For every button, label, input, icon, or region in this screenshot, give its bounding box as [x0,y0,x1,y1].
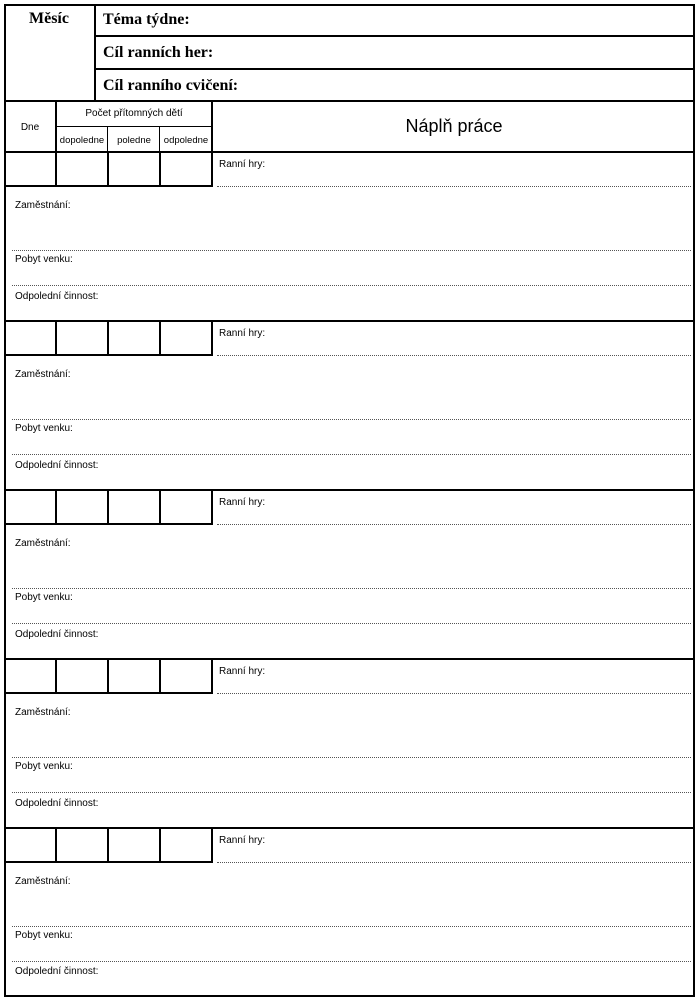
count-divider [55,489,57,525]
dotted-line [217,693,691,694]
activity-label: Zaměstnání: [15,200,71,211]
activity-label: Zaměstnání: [15,369,71,380]
count-bottom [4,861,213,863]
header-row-line [94,35,695,37]
afternoon-activity-label: Odpolední činnost: [15,798,99,809]
morning-label: dopoledne [59,135,105,146]
count-divider [211,658,213,694]
outdoor-label: Pobyt venku: [15,592,73,603]
count-divider [159,658,161,694]
dotted-line [12,792,691,793]
morning-games-label: Ranní hry: [219,159,266,170]
attendance-subline [56,126,212,127]
count-divider [107,320,109,356]
work-content-label: Náplň práce [405,116,503,136]
dotted-line [12,926,691,927]
count-divider [107,658,109,694]
dotted-line [12,588,691,589]
dotted-line [217,862,691,863]
count-divider [211,151,213,187]
count-divider [107,151,109,187]
dotted-line [12,454,691,455]
outdoor-label: Pobyt venku: [15,254,73,265]
count-divider [211,827,213,863]
header-row-line [94,68,695,70]
dotted-line [12,285,691,286]
dotted-line [217,524,691,525]
count-divider [107,489,109,525]
count-divider [211,320,213,356]
dotted-line [217,186,691,187]
noon-label: poledne [117,135,151,146]
dotted-line [12,250,691,251]
count-divider [159,151,161,187]
afternoon-activity-label: Odpolední činnost: [15,460,99,471]
count-divider [55,658,57,694]
morning-games-label: Ranní hry: [219,666,266,677]
afternoon-activity-label: Odpolední činnost: [15,629,99,640]
count-divider [107,827,109,863]
activity-label: Zaměstnání: [15,538,71,549]
dotted-line [12,419,691,420]
month-label: Měsíc [29,10,69,27]
count-divider [159,489,161,525]
morning-games-label: Ranní hry: [219,328,266,339]
activity-label: Zaměstnání: [15,707,71,718]
outdoor-label: Pobyt venku: [15,930,73,941]
count-divider [159,827,161,863]
count-divider [55,827,57,863]
attendance-label: Počet přítomných dětí [85,108,183,119]
count-divider [159,320,161,356]
dotted-line [217,355,691,356]
header-bottom-line [4,100,695,102]
dotted-line [12,757,691,758]
count-divider [55,320,57,356]
afternoon-label: odpoledne [163,135,209,146]
morning-exercise-goal-label: Cíl ranního cvičení: [103,77,239,94]
dotted-line [12,961,691,962]
header-divider [94,4,96,102]
afternoon-activity-label: Odpolední činnost: [15,966,99,977]
afternoon-activity-label: Odpolední činnost: [15,291,99,302]
morning-games-label: Ranní hry: [219,497,266,508]
count-bottom [4,692,213,694]
count-bottom [4,185,213,187]
count-divider [211,489,213,525]
count-divider [55,151,57,187]
dotted-line [12,623,691,624]
outdoor-label: Pobyt venku: [15,761,73,772]
day-label: Dne [20,122,40,133]
activity-label: Zaměstnání: [15,876,71,887]
morning-games-label: Ranní hry: [219,835,266,846]
week-theme-label: Téma týdne: [103,11,190,28]
count-bottom [4,354,213,356]
count-bottom [4,523,213,525]
morning-games-goal-label: Cíl ranních her: [103,44,214,61]
outdoor-label: Pobyt venku: [15,423,73,434]
